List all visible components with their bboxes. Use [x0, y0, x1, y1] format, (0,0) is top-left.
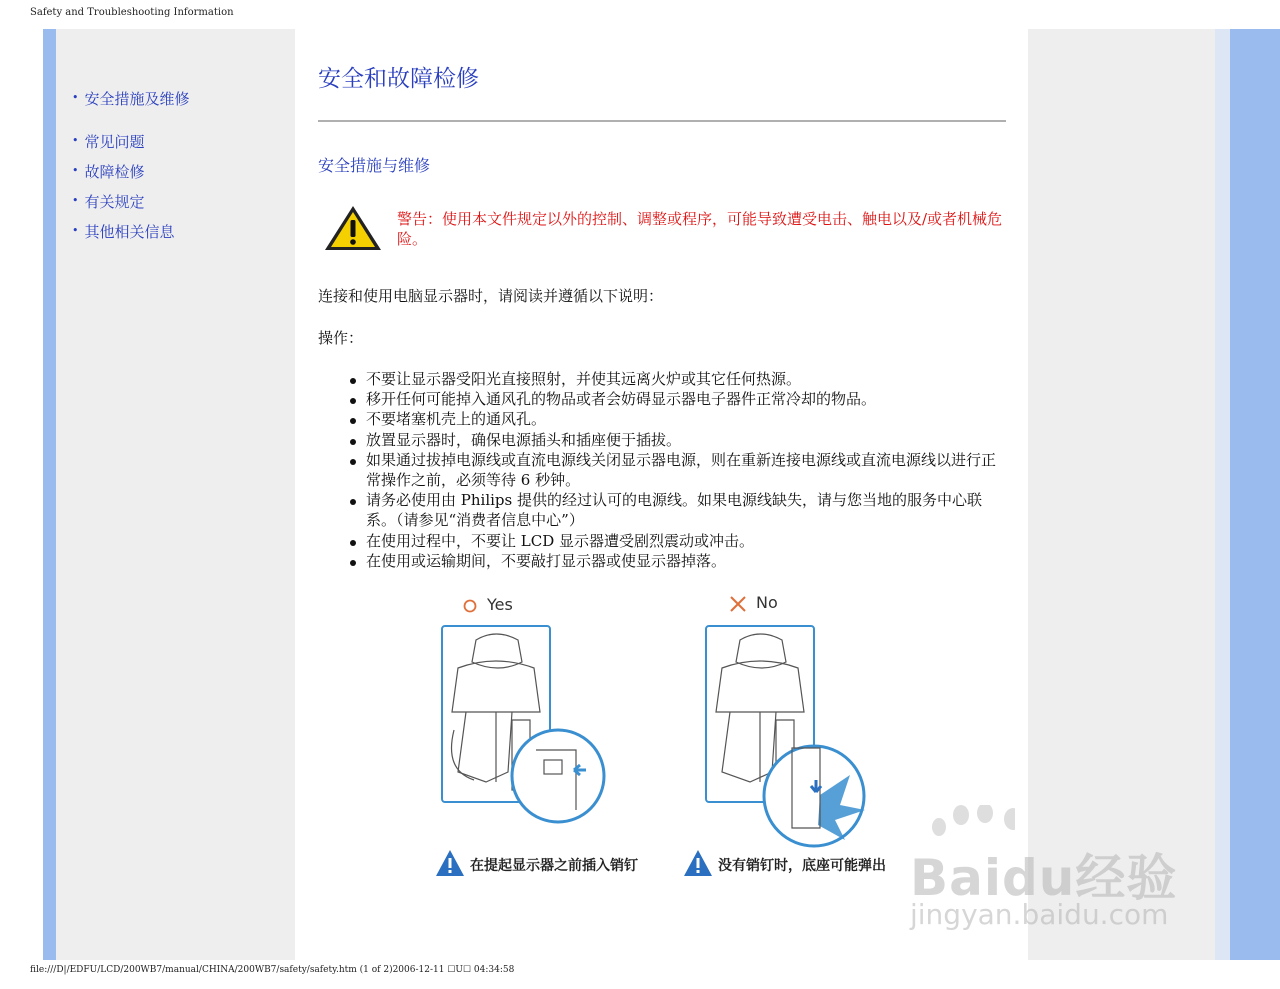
sidebar-item-label: 安全措施及维修: [84, 90, 190, 108]
monitor-lift-incorrect-illustration: [700, 620, 875, 850]
no-label: No: [756, 593, 778, 612]
sidebar-item-regulatory[interactable]: [72, 191, 145, 212]
right-frame-strip: [1230, 29, 1280, 960]
sidebar-item-label: 常见问题: [84, 133, 145, 151]
bullet-icon: •: [72, 134, 79, 147]
sidebar-item-safety[interactable]: [72, 88, 190, 109]
sidebar-item-label: 故障检修: [84, 163, 145, 181]
bullet-icon: •: [72, 224, 79, 237]
watermark-logo: Baidu经验: [910, 849, 1178, 907]
warning-text: 警告：使用本文件规定以外的控制、调整或程序，可能导致遭受电击、触电以及/或者机械危险。: [397, 210, 1003, 248]
caption-left: 在提起显示器之前插入销钉: [470, 858, 638, 874]
page-title: 安全和故障检修: [318, 66, 479, 92]
yes-circle-icon: [462, 598, 478, 614]
operation-list: [348, 369, 1008, 571]
operation-label: 操作：: [318, 329, 364, 347]
list-item: 不要堵塞机壳上的通风孔。: [348, 409, 1008, 429]
warning-triangle-icon: [322, 203, 384, 253]
left-frame-strip: [43, 29, 56, 960]
caution-triangle-icon: [434, 848, 466, 878]
sidebar-item-label: 有关规定: [84, 193, 145, 211]
caution-triangle-icon: [682, 848, 714, 878]
bullet-icon: •: [72, 91, 79, 104]
section-title: 安全措施与维修: [318, 156, 431, 175]
bullet-icon: •: [72, 164, 79, 177]
no-cross-icon: [728, 594, 748, 614]
list-item: 在使用或运输期间，不要敲打显示器或使显示器掉落。: [348, 551, 1008, 571]
sidebar-item-faq[interactable]: [72, 131, 145, 152]
caption-right: 没有销钉时，底座可能弹出: [718, 858, 886, 874]
print-footer: file:///D|/EDFU/LCD/200WB7/manual/CHINA/200WB7/safety/safety.htm (1 of 2)2006-12-11 ☐U☐ 04:34:58: [30, 965, 515, 975]
title-divider: [318, 120, 1006, 122]
list-item: 如果通过拔掉电源线或直流电源线关闭显示器电源，则在重新连接电源线或直流电源线以进行正常操作之前，必须等待 6 秒钟。: [348, 450, 1008, 490]
print-header: Safety and Troubleshooting Information: [30, 7, 234, 18]
monitor-lift-correct-illustration: [436, 620, 611, 835]
list-item: 移开任何可能掉入通风孔的物品或者会妨碍显示器电子器件正常冷却的物品。: [348, 389, 1008, 409]
sidebar-item-label: 其他相关信息: [84, 223, 175, 241]
sidebar-item-other-info[interactable]: [72, 221, 175, 242]
list-item: 不要让显示器受阳光直接照射，并使其远离火炉或其它任何热源。: [348, 369, 1008, 389]
list-item: 在使用过程中，不要让 LCD 显示器遭受剧烈震动或冲击。: [348, 531, 1008, 551]
yes-label: Yes: [487, 595, 513, 614]
bullet-icon: •: [72, 194, 79, 207]
intro-text: 连接和使用电脑显示器时，请阅读并遵循以下说明：: [318, 287, 664, 305]
right-light-strip: [1215, 29, 1230, 960]
sidebar-item-troubleshooting[interactable]: [72, 161, 145, 182]
right-gray-panel: [1028, 29, 1215, 960]
watermark-url: jingyan.baidu.com: [910, 898, 1169, 931]
list-item: 请务必使用由 Philips 提供的经过认可的电源线。如果电源线缺失，请与您当地的服务中心联系。（请参见“消费者信息中心”）: [348, 490, 1008, 530]
list-item: 放置显示器时，确保电源插头和插座便于插拔。: [348, 430, 1008, 450]
